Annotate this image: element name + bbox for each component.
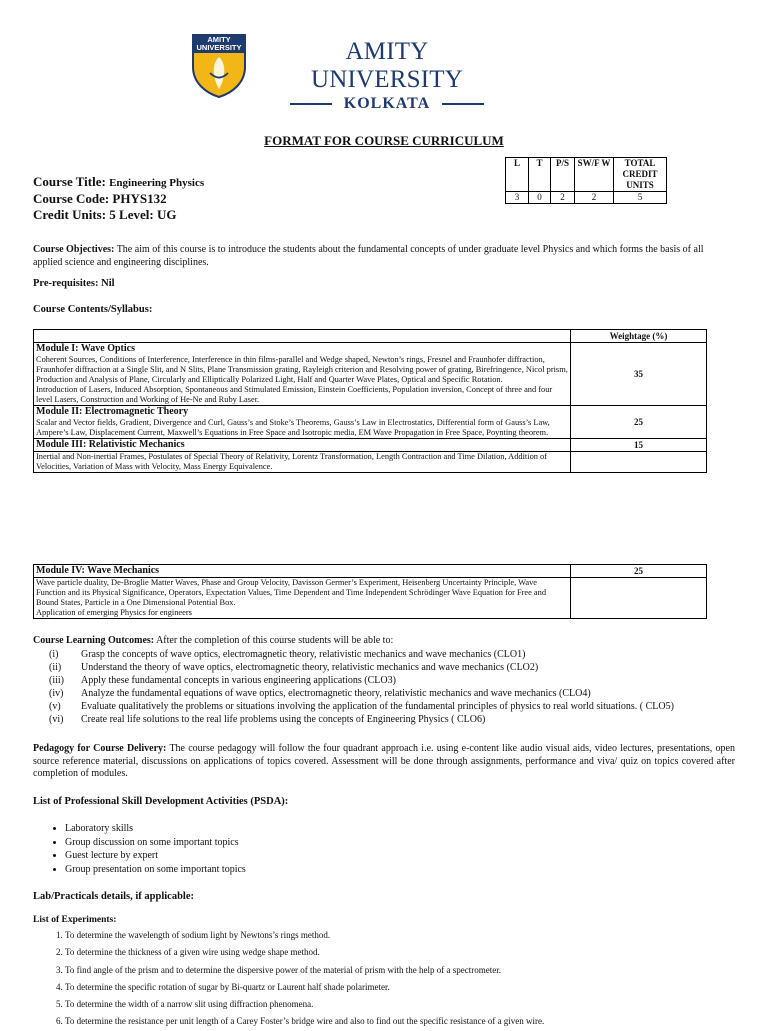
outcome-item (49, 687, 674, 700)
pedagogy-text: The course pedagogy will follow the four quadrant approach i.e. using e-content like audio visual aids, video lectures, presentations, open source reference material, discussions on applications of topics covered. Assessment will be done through assignments, performance and viva/ quiz on topics covered after completion of modules. (33, 743, 735, 779)
experiment-item: 4. To determine the specific rotation of sugar by Bi-quartz or Laurent half shade polarimeter. (65, 979, 544, 996)
credit-value-l: 3 (506, 192, 529, 204)
credit-header-t: T (529, 158, 551, 192)
outcome-number: (vi) (49, 714, 64, 725)
psda-heading: List of Professional Skill Development Activities (PSDA): (33, 796, 289, 807)
outcomes-label: Course Learning Outcomes: (33, 635, 155, 646)
document-title: FORMAT FOR COURSE CURRICULUM (264, 133, 504, 148)
module-weight: 25 (571, 406, 707, 439)
experiment-item: 6. To determine the resistance per unit length of a Carey Foster’s bridge wire and also to find out the specific resistance of a given wire. (65, 1013, 544, 1030)
outcome-item (49, 713, 674, 726)
university-logo-emblem (190, 33, 248, 99)
module-cell (34, 578, 571, 619)
prerequisites: Pre-requisites: Nil (33, 278, 115, 289)
module-weight: 15 (571, 439, 707, 452)
objectives-label: Course Objectives: (33, 244, 115, 255)
course-title-value: Engineering Physics (109, 177, 205, 189)
psda-list (33, 822, 246, 876)
module-weight-empty (571, 578, 707, 619)
course-code-line: Course Code: PHYS132 (33, 191, 167, 206)
outcome-text: Apply these fundamental concepts in various engineering applications (CLO3) (81, 675, 396, 686)
module-text: Application of emerging Physics for engineers (36, 608, 192, 617)
outcome-number: (i) (49, 649, 59, 660)
credit-header-total: TOTAL CREDIT UNITS (614, 158, 667, 192)
outcomes-intro (33, 635, 393, 648)
credit-header-swfw: SW/F W (575, 158, 614, 192)
module-title: Module IV: Wave Mechanics (36, 565, 160, 576)
module-cell (34, 439, 571, 452)
credit-table (505, 157, 667, 204)
syllabus-table (33, 329, 707, 473)
credit-header-l: L (506, 158, 529, 192)
module-body-row (34, 452, 707, 473)
outcome-number: (ii) (49, 662, 62, 673)
module-cell (34, 343, 571, 406)
pedagogy-label: Pedagogy for Course Delivery: (33, 743, 167, 754)
module-cell (34, 406, 571, 439)
outcome-number: (v) (49, 701, 61, 712)
contents-heading: Course Contents/Syllabus: (33, 304, 153, 315)
module-title: Module II: Electromagnetic Theory (36, 406, 189, 417)
campus-row (276, 94, 498, 114)
module-weight: 35 (571, 343, 707, 406)
outcome-item (49, 700, 674, 713)
credit-value-total: 5 (614, 192, 667, 204)
credit-value-row (506, 192, 667, 204)
logo-emblem-text: AMITY UNIVERSITY (196, 35, 242, 52)
outcome-text: Analyze the fundamental equations of wave optics, electromagnetic theory, relativistic mechanics and wave mechanics (CLO4) (81, 688, 591, 699)
credit-units-line: Credit Units: 5 Level: UG (33, 207, 177, 222)
campus-name: KOLKATA (343, 95, 431, 112)
weightage-header: Weightage (%) (571, 330, 707, 343)
outcomes-list (49, 648, 674, 726)
syllabus-header-blank (34, 330, 571, 343)
course-title-line (33, 174, 204, 191)
credit-header-ps: P/S (551, 158, 575, 192)
psda-item: • Guest lecture by expert (65, 849, 246, 863)
module-text: Scalar and Vector fields, Gradient, Divergence and Curl, Gauss’s and Stoke’s Theorems, Gauss’s Law in Electrostatics, Differential form of Gauss’s Law, Ampere’s Law, Displacement Current, Maxwell’s Equations in Free Space and Isotropic media, EM Wave Propagation in Free Space, Poynting theorem. (36, 418, 550, 437)
outcome-text: Grasp the concepts of wave optics, electromagnetic theory, relativistic mechanics and wave mechanics (CLO1) (81, 649, 526, 660)
outcomes-intro-text: After the completion of this course students will be able to: (156, 635, 394, 646)
syllabus-table-module-4 (33, 564, 707, 619)
experiment-item: 2. To determine the thickness of a given wire using wedge shape method. (65, 944, 544, 961)
course-meta (33, 174, 204, 223)
university-name: AMITY UNIVERSITY (311, 38, 463, 93)
module-title-row (34, 439, 707, 452)
module-text: Coherent Sources, Conditions of Interference, Interference in thin films-parallel and Wedge shaped, Newton’s rings, Fresnel and Fraunhofer diffraction, Fraunhofer diffraction at a Single Slit, and N Slits, Plane Transmission grating, Rayleigh criterion and Resolving power of grating, Birefringence, Nicol prism, Production and Analysis of Plane, Circularly and Elliptically Polarized Light, Half and Quarter Wave Plates, Optical and Specific Rotation. (36, 355, 568, 384)
module-cell (34, 565, 571, 578)
module-row (34, 343, 707, 406)
psda-item: • Laboratory skills (65, 822, 246, 836)
campus-line-right (442, 103, 484, 105)
module-weight: 25 (571, 565, 707, 578)
module-body-row (34, 578, 707, 619)
credit-header-row (506, 158, 667, 192)
objectives-text: The aim of this course is to introduce the students about the fundamental concepts of under graduate level Physics and which forms the basis of all applied science and engineering disciplines. (33, 244, 704, 268)
lab-heading: Lab/Practicals details, if applicable: (33, 891, 194, 902)
outcome-text: Create real life solutions to the real life problems using the concepts of Engineering Physics ( CLO6) (81, 714, 486, 725)
module-text: Introduction of Lasers, Induced Absorption, Spontaneous and Stimulated Emission, Einstein Coefficients, Population inversion, Concept of three and four level Lasers, Construction and Working of He-Ne and Ruby Laser. (36, 385, 553, 404)
psda-item: • Group presentation on some important topics (65, 863, 246, 877)
outcome-item (49, 661, 674, 674)
outcome-text: Understand the theory of wave optics, electromagnetic theory, relativistic mechanics and wave mechanics (CLO2) (81, 662, 539, 673)
experiment-item: 3. To find angle of the prism and to determine the dispersive power of the material of prism with the help of a spectrometer. (65, 962, 544, 979)
module-title-row (34, 565, 707, 578)
course-title-label: Course Title: (33, 174, 106, 189)
experiment-item: 5. To determine the width of a narrow slit using diffraction phenomena. (65, 996, 544, 1013)
course-objectives (33, 244, 723, 269)
module-cell (34, 452, 571, 473)
outcome-number: (iv) (49, 688, 64, 699)
module-row (34, 406, 707, 439)
module-title: Module I: Wave Optics (36, 343, 135, 354)
psda-item: • Group discussion on some important topics (65, 836, 246, 850)
experiments-list (33, 927, 544, 1031)
outcome-item (49, 648, 674, 661)
credit-value-t: 0 (529, 192, 551, 204)
credit-value-ps: 2 (551, 192, 575, 204)
experiments-heading: List of Experiments: (33, 915, 117, 925)
experiment-item: 1. To determine the wavelength of sodium light by Newtons’s rings method. (65, 927, 544, 944)
logo-wordmark (276, 38, 498, 114)
campus-line-left (290, 103, 332, 105)
pedagogy (33, 743, 735, 781)
module-weight-empty (571, 452, 707, 473)
module-text: Wave particle duality, De-Broglie Matter Waves, Phase and Group Velocity, Davisson Germer’s Experiment, Heisenberg Uncertainty Principle, Wave Function and its Physical Significance, Operators, Expectation Values, Time Dependent and Time Independent Schrödinger Wave Equation for Free and Bound States, Particle in a One Dimensional Potential Box. (36, 578, 547, 607)
outcome-text: Evaluate qualitatively the problems or situations involving the application of the fundamental principles of physics to real world situations. ( CLO5) (81, 701, 674, 712)
module-title: Module III: Relativistic Mechanics (36, 439, 185, 450)
module-text: Inertial and Non-inertial Frames, Postulates of Special Theory of Relativity, Lorentz Transformation, Length Contraction and Time Dilation, Addition of Velocities, Variation of Mass with Velocity, Mass Energy Equivalence. (36, 452, 548, 471)
syllabus-header-row (34, 330, 707, 343)
outcome-item (49, 674, 674, 687)
credit-value-swfw: 2 (575, 192, 614, 204)
outcome-number: (iii) (49, 675, 64, 686)
